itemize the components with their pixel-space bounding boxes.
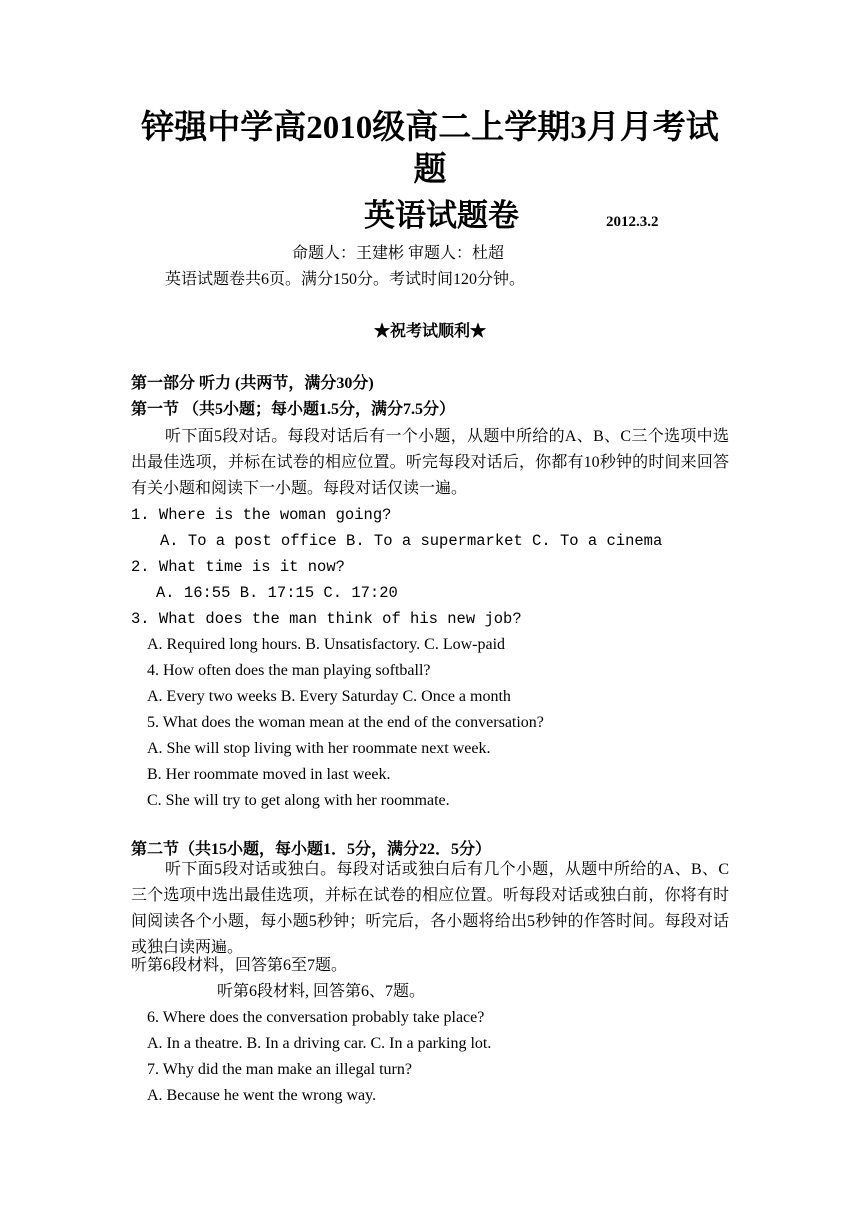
question-5-option-a: A. She will stop living with her roommate next week.: [147, 740, 491, 757]
question-5-option-b: B. Her roommate moved in last week.: [147, 766, 391, 783]
exam-title-line1: 锌强中学高2010级高二上学期3月月考试: [141, 110, 719, 146]
section1-instructions: 听下面5段对话。每段对话后有一个小题，从题中所给的A、B、C三个选项中选出最佳选项，并标在试卷的相应位置。听完每段对话后，你都有10秒钟的时间来回答有关小题和阅读下一小题。每段对话仅读一遍。: [131, 428, 729, 497]
exam-date: 2012.3.2: [606, 214, 659, 230]
question-7-option-a: A. Because he went the wrong way.: [147, 1087, 377, 1104]
section1-heading: 第一节 （共5小题；每小题1.5分，满分7.5分）: [131, 401, 456, 418]
material-note-2: 听第6段材料, 回答第6、7题。: [217, 983, 426, 1000]
question-7: 7. Why did the man make an illegal turn?: [147, 1061, 412, 1078]
question-3: 3. What does the man think of his new job?: [131, 610, 522, 628]
question-1: 1. Where is the woman going?: [131, 506, 392, 524]
section2-heading: 第二节（共15小题，每小题1．5分，满分22．5分）: [131, 841, 492, 858]
section2-instructions: 听下面5段对话或独白。每段对话或独白后有几个小题，从题中所给的A、B、C三个选项中选出最佳选项，并标在试卷的相应位置。听每段对话或独白前，你将有时间阅读各个小题，每小题5秒钟；听完后，各小题将给出5秒钟的作答时间。每段对话或独白读两遍。: [131, 861, 729, 956]
question-1-options: A. To a post office B. To a supermarket C. To a cinema: [160, 532, 663, 550]
question-6-options: A. In a theatre. B. In a driving car. C. In a parking lot.: [147, 1035, 492, 1052]
exam-info: 英语试题卷共6页。满分150分。考试时间120分钟。: [165, 271, 526, 288]
part1-heading: 第一部分 听力 (共两节，满分30分): [131, 375, 374, 392]
material-note: 听第6段材料，回答第6至7题。: [131, 957, 348, 974]
question-2-options: A. 16:55 B. 17:15 C. 17:20: [156, 584, 398, 602]
question-3-options: A. Required long hours. B. Unsatisfactory. C. Low-paid: [147, 636, 506, 653]
question-4: 4. How often does the man playing softball?: [147, 662, 431, 679]
question-4-options: A. Every two weeks B. Every Saturday C. Once a month: [147, 688, 511, 705]
question-6: 6. Where does the conversation probably take place?: [147, 1009, 485, 1026]
exam-subtitle: 英语试题卷: [364, 198, 519, 233]
question-5-option-c: C. She will try to get along with her roommate.: [147, 792, 450, 809]
question-5: 5. What does the woman mean at the end of the conversation?: [147, 714, 544, 731]
exam-title-line2: 题: [413, 152, 447, 188]
blessing-text: ★祝考试顺利★: [374, 323, 487, 340]
question-2: 2. What time is it now?: [131, 558, 345, 576]
exam-authors: 命题人：王建彬 审题人：杜超: [292, 245, 505, 262]
